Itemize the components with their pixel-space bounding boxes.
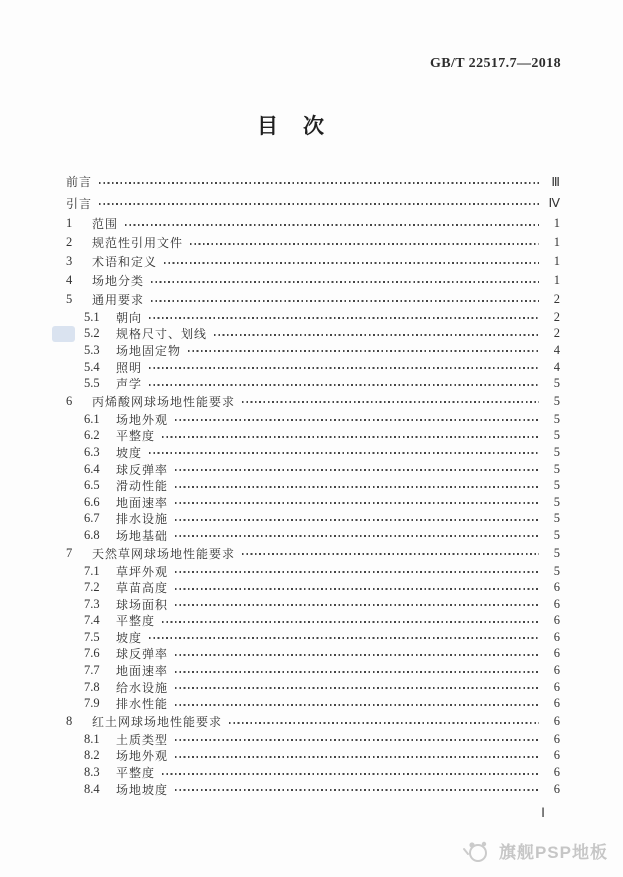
toc-entry-number: 8.1	[84, 731, 100, 746]
toc-entry-label: 排水设施	[116, 512, 169, 527]
toc-entry-number: 5.5	[84, 376, 100, 391]
dot-leader	[175, 502, 539, 504]
toc-entry-page: 6	[553, 580, 560, 595]
dot-leader	[242, 401, 539, 403]
dot-leader	[164, 262, 539, 264]
toc-entry-label: 规格尺寸、划线	[116, 327, 208, 342]
toc-entry-label: 场地外观	[116, 749, 169, 764]
toc-entry-number: 7.1	[84, 563, 100, 578]
toc-entry-label: 丙烯酸网球场地性能要求	[92, 394, 236, 409]
toc-entry	[66, 233, 560, 252]
dot-leader	[190, 243, 539, 245]
dot-leader	[175, 486, 539, 488]
dot-leader	[162, 436, 539, 438]
toc-entry-number: 5.2	[84, 326, 100, 341]
toc-entry-number: 6.2	[84, 428, 100, 443]
brand-logo-icon	[462, 839, 492, 863]
dot-leader	[175, 756, 539, 758]
toc-entry	[66, 544, 560, 563]
toc-entry-number: 5.3	[84, 342, 100, 357]
toc-entry-number: 6.8	[84, 527, 100, 542]
dot-leader	[149, 317, 539, 319]
toc-entry-number: 5	[66, 292, 73, 306]
dot-leader	[214, 334, 539, 336]
dot-leader	[242, 553, 539, 555]
standard-number: GB/T 22517.7—2018	[429, 56, 561, 71]
dot-leader	[99, 182, 539, 184]
toc-entry-number: 2	[66, 235, 73, 249]
toc-entry	[66, 411, 560, 428]
toc-entry-label: 引言	[66, 196, 93, 211]
toc-entry	[66, 511, 560, 528]
toc-entry	[66, 695, 560, 712]
toc-entry-label: 场地分类	[92, 274, 145, 288]
dot-leader	[125, 224, 539, 226]
dot-leader	[175, 571, 539, 573]
dot-leader	[175, 419, 539, 421]
table-of-contents	[66, 171, 560, 797]
toc-entry-page: 6	[553, 696, 560, 711]
toc-entry-page: 5	[553, 563, 560, 578]
toc-entry-label: 场地固定物	[116, 343, 182, 358]
toc-entry	[66, 342, 560, 359]
toc-entry-number: 7.2	[84, 580, 100, 595]
toc-entry-page: 1	[553, 235, 560, 249]
toc-entry	[66, 428, 560, 445]
toc-entry-label: 给水设施	[116, 680, 169, 695]
toc-entry-page: 5	[553, 393, 560, 408]
toc-entry-page: 5	[553, 545, 560, 560]
dot-leader	[99, 203, 539, 205]
toc-entry-page: 6	[553, 679, 560, 694]
toc-entry-page: 1	[553, 254, 560, 268]
dot-leader	[229, 722, 539, 724]
dot-leader	[162, 773, 539, 775]
toc-entry-number: 4	[66, 273, 73, 287]
dot-leader	[175, 654, 539, 656]
toc-entry-label: 土质类型	[116, 732, 169, 747]
toc-entry	[66, 662, 560, 679]
toc-entry-label: 滑动性能	[116, 479, 169, 494]
toc-entry	[66, 193, 560, 215]
dot-leader	[162, 621, 539, 623]
toc-entry	[66, 613, 560, 630]
toc-entry-label: 草苗高度	[116, 581, 169, 596]
toc-entry	[66, 579, 560, 596]
dot-leader	[175, 519, 539, 521]
dot-leader	[149, 367, 539, 369]
toc-entry-number: 7.8	[84, 679, 100, 694]
toc-entry-number: 6.6	[84, 494, 100, 509]
dot-leader	[175, 789, 539, 791]
toc-entry-label: 声学	[116, 377, 143, 392]
toc-entry-label: 平整度	[116, 614, 156, 629]
toc-entry-page: 6	[553, 629, 560, 644]
toc-entry-page: Ⅲ	[551, 174, 560, 189]
toc-entry	[66, 731, 560, 748]
toc-entry-page: 5	[553, 444, 560, 459]
toc-entry-page: 6	[553, 748, 560, 763]
toc-entry-page: 6	[553, 765, 560, 780]
toc-entry	[66, 596, 560, 613]
toc-entry	[66, 527, 560, 544]
toc-entry-number: 6	[66, 393, 73, 408]
dot-leader	[151, 300, 539, 302]
toc-entry	[66, 290, 560, 309]
dot-leader	[175, 671, 539, 673]
toc-entry-label: 坡度	[116, 445, 143, 460]
toc-entry-number: 6.3	[84, 444, 100, 459]
toc-entry-number: 5.1	[84, 309, 100, 324]
dot-leader	[175, 604, 539, 606]
toc-entry	[66, 764, 560, 781]
toc-entry-number: 6.7	[84, 511, 100, 526]
toc-entry-label: 天然草网球场地性能要求	[92, 546, 236, 561]
toc-entry-number: 6.5	[84, 478, 100, 493]
toc-entry-number: 7.3	[84, 596, 100, 611]
toc-entry-label: 场地坡度	[116, 782, 169, 797]
toc-entry-page: 5	[553, 411, 560, 426]
toc-entry-number: 7.9	[84, 696, 100, 711]
toc-entry-page: 4	[553, 359, 560, 374]
toc-entry-number: 3	[66, 254, 73, 268]
toc-entry-page: 6	[553, 596, 560, 611]
dot-leader	[175, 739, 539, 741]
toc-entry-label: 红土网球场地性能要求	[92, 715, 223, 730]
toc-entry-page: 6	[553, 613, 560, 628]
toc-entry-page: 6	[553, 714, 560, 729]
toc-entry-number: 5.4	[84, 359, 100, 374]
toc-entry-number: 8.2	[84, 748, 100, 763]
toc-entry-label: 场地外观	[116, 412, 169, 427]
dot-leader	[175, 469, 539, 471]
toc-entry-label: 场地基础	[116, 528, 169, 543]
toc-entry-label: 坡度	[116, 630, 143, 645]
toc-entry	[66, 748, 560, 765]
toc-entry-label: 球反弹率	[116, 462, 169, 477]
toc-entry	[66, 326, 560, 343]
toc-entry-number: 7	[66, 545, 73, 560]
toc-entry-page: 6	[553, 781, 560, 796]
toc-entry-page: 5	[553, 478, 560, 493]
toc-entry	[66, 171, 560, 193]
toc-entry	[66, 444, 560, 461]
toc-entry-number: 7.5	[84, 629, 100, 644]
toc-entry-number: 6.4	[84, 461, 100, 476]
toc-entry	[66, 494, 560, 511]
toc-entry-label: 平整度	[116, 766, 156, 781]
toc-entry-number: 7.6	[84, 646, 100, 661]
dot-leader	[149, 452, 539, 454]
toc-entry-label: 地面速率	[116, 664, 169, 679]
toc-entry-number: 6.1	[84, 411, 100, 426]
toc-entry-page: 6	[553, 663, 560, 678]
toc-entry-label: 术语和定义	[92, 255, 158, 269]
toc-entry-label: 草坪外观	[116, 564, 169, 579]
toc-entry-page: 5	[553, 527, 560, 542]
page-title: 目 次	[257, 115, 326, 138]
toc-entry-page: 4	[553, 342, 560, 357]
toc-entry	[66, 359, 560, 376]
brand-watermark-text: 旗舰PSP地板	[498, 843, 608, 862]
dot-leader	[188, 350, 539, 352]
toc-entry-label: 通用要求	[92, 293, 145, 307]
toc-entry-page: Ⅳ	[548, 196, 560, 211]
toc-entry-number: 7.4	[84, 613, 100, 628]
toc-entry	[66, 629, 560, 646]
toc-entry	[66, 712, 560, 731]
toc-entry-page: 1	[553, 216, 560, 230]
toc-entry	[66, 309, 560, 326]
toc-entry-page: 5	[553, 461, 560, 476]
toc-entry-number: 8.4	[84, 781, 100, 796]
dot-leader	[175, 588, 539, 590]
toc-entry-number: 8.3	[84, 765, 100, 780]
toc-entry-page: 1	[553, 273, 560, 287]
toc-entry-label: 朝向	[116, 310, 143, 325]
toc-entry-label: 地面速率	[116, 495, 169, 510]
toc-entry-page: 2	[553, 309, 560, 324]
toc-entry	[66, 679, 560, 696]
brand-watermark	[462, 838, 608, 863]
toc-entry	[66, 252, 560, 271]
toc-entry-page: 6	[553, 731, 560, 746]
dot-leader	[149, 637, 539, 639]
toc-entry-page: 6	[553, 646, 560, 661]
toc-entry-number: 1	[66, 216, 73, 230]
dot-leader	[151, 281, 539, 283]
toc-entry	[66, 375, 560, 392]
toc-entry	[66, 214, 560, 233]
toc-entry-label: 平整度	[116, 429, 156, 444]
toc-entry	[66, 461, 560, 478]
toc-entry-page: 5	[553, 376, 560, 391]
dot-leader	[175, 535, 539, 537]
toc-entry-label: 规范性引用文件	[92, 236, 184, 250]
toc-entry-label: 范围	[92, 217, 119, 231]
dot-leader	[149, 384, 539, 386]
toc-entry	[66, 563, 560, 580]
toc-entry	[66, 271, 560, 290]
toc-entry	[66, 646, 560, 663]
toc-entry-label: 前言	[66, 175, 93, 190]
dot-leader	[175, 704, 539, 706]
footer-page-number: Ⅰ	[541, 805, 545, 820]
dot-leader	[175, 687, 539, 689]
toc-entry	[66, 477, 560, 494]
toc-entry-page: 5	[553, 428, 560, 443]
toc-entry-page: 2	[553, 292, 560, 306]
toc-entry-label: 照明	[116, 360, 143, 375]
toc-entry-page: 2	[553, 326, 560, 341]
toc-entry-number: 8	[66, 714, 73, 729]
toc-entry	[66, 392, 560, 411]
toc-entry-label: 球场面积	[116, 597, 169, 612]
toc-entry-label: 排水性能	[116, 697, 169, 712]
toc-entry	[66, 781, 560, 798]
toc-entry-number: 7.7	[84, 663, 100, 678]
toc-entry-label: 球反弹率	[116, 647, 169, 662]
toc-entry-page: 5	[553, 511, 560, 526]
toc-entry-page: 5	[553, 494, 560, 509]
